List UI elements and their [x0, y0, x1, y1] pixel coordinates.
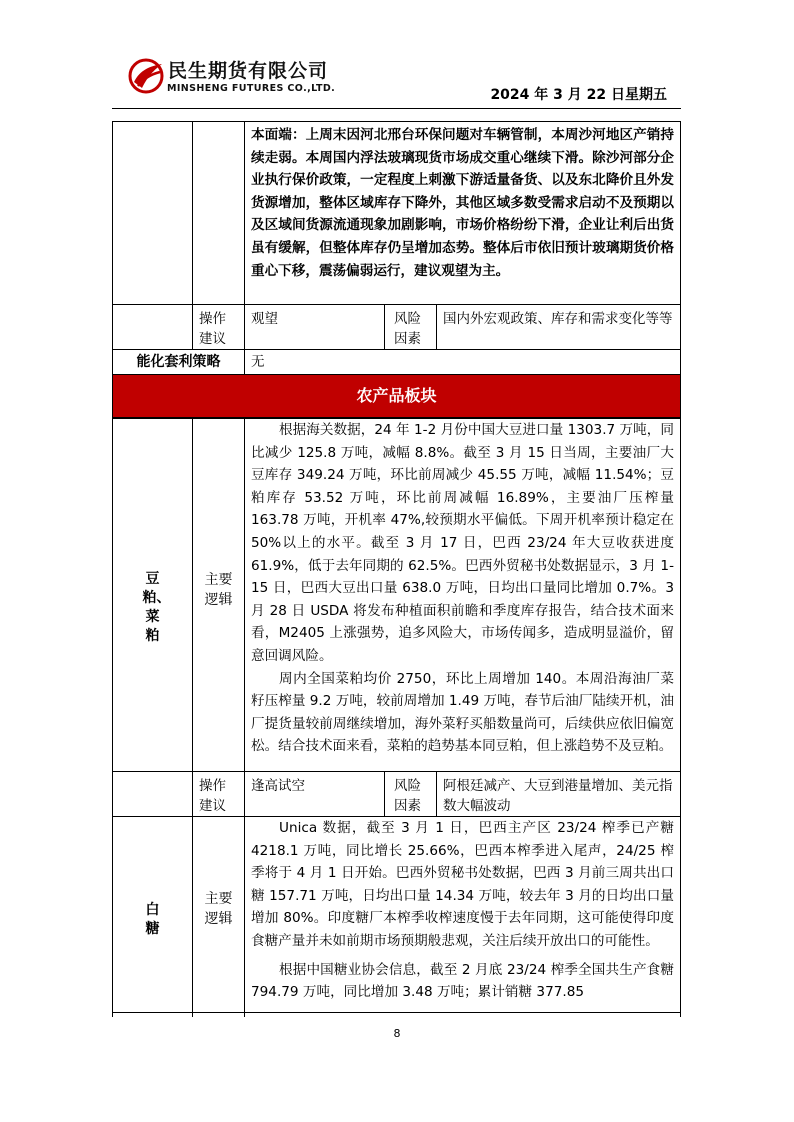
sugar-name-cell [112, 816, 192, 1017]
energy-arb-label-cell [112, 349, 244, 374]
glass-risk-label-cell [384, 304, 436, 349]
meal-risk-label: 风险因素 [394, 778, 421, 814]
company-logo [128, 56, 360, 100]
report-date: 2024 年 3 月 22 日星期五 [490, 87, 667, 103]
energy-arb-value: 无 [251, 354, 265, 370]
glass-operation-row [112, 304, 681, 349]
energy-arb-label: 能化套利策略 [136, 354, 221, 370]
glass-op-value: 观望 [251, 311, 278, 327]
meal-name-cell-2 [112, 771, 192, 816]
sugar-logic-para-1: Unica 数据，截至 3 月 1 日，巴西主产区 23/24 榨季已产糖 4218.1 万吨，同比增长 25.66%，巴西本榨季进入尾声，24/25 榨季将于 4 月 1 日开始。巴西外贸秘书处数据，巴西 3 月前三周共出口糖 157.71 万吨，日均出口量 14.34 万吨，较去年 3 月的日均出口量增加 80%。印度糖厂本榨季收榨速度慢于去年同期，这可能使得印度食糖产量并未如前期市场预期般悲观，关注后续开放出口的可能性。 [251, 820, 674, 949]
sugar-logic-label-cell [192, 816, 244, 1017]
sugar-logic-para-2: 根据中国糖业协会信息，截至 2 月底 23/24 榨季全国共生产食糖 794.79 万吨，同比增加 3.48 万吨；累计销糖 377.85 [251, 961, 674, 1001]
meal-op-value-cell [244, 771, 384, 816]
glass-fundamental-text: 本面端：上周末因河北邢台环保问题对车辆管制，本周沙河地区产销持续走弱。本周国内浮法玻璃现货市场成交重心继续下滑。除沙河部分企业执行保价政策，一定程度上刺激下游适量备货、以及东北降价且外发货源增加，整体区域库存下降外，其他区域多数受需求启动不及预期以及区域间货源流通现象加剧影响，市场价格纷纷下滑，企业让利后出货虽有缓解，但整体库存仍呈增加态势。整体后市依旧预计玻璃期货价格重心下移，震荡偏弱运行，建议观望为主。 [251, 127, 674, 279]
logo-english-text: MINSHENG FUTURES CO.,LTD. [167, 83, 336, 94]
logo-emblem-icon [128, 56, 166, 96]
glass-op-value-cell [244, 304, 384, 349]
meal-name: 豆粕、菜粕 [142, 571, 171, 644]
glass-name-cell [112, 121, 192, 304]
energy-arb-value-cell [244, 349, 681, 374]
glass-op-label-cell [192, 304, 244, 349]
glass-fundamental-cell [244, 121, 681, 304]
meal-risk-value-cell [436, 771, 681, 816]
strategy-table [112, 121, 681, 1017]
meal-op-value: 逢高试空 [251, 778, 305, 794]
meal-risk-label-cell [384, 771, 436, 816]
sugar-logic-label: 主要逻辑 [204, 891, 233, 927]
header-rule [112, 108, 681, 109]
sugar-logic-cell [244, 816, 681, 1017]
table-bottom-border [112, 1012, 681, 1013]
meal-op-label: 操作建议 [199, 778, 226, 814]
meal-name-cell [112, 418, 192, 771]
glass-risk-value-cell [436, 304, 681, 349]
logo-chinese-text: 民生期货有限公司 [168, 60, 329, 82]
meal-logic-para-1: 根据海关数据，24 年 1-2 月份中国大豆进口量 1303.7 万吨，同比减少 125.8 万吨，减幅 8.8%。截至 3 月 15 日当周，主要油厂大豆库存 349.24 万吨，环比前周减少 45.55 万吨，减幅 11.54%；豆粕库存 53.52 万吨，环比前周减幅 16.89%，主要油厂压榨量 163.78 万吨，开机率 47%,较预期水平偏低。下周开机率预计稳定在 50%以上的水平。截至 3 月 17 日，巴西 23/24 年大豆收获进度 61.9%，低于去年同期的 62.5%。巴西外贸秘书处数据显示，3 月 1-15 日，巴西大豆出口量 638.0 万吨，日均出口量同比增加 0.7%。3 月 28 日 USDA 将发布种植面积前瞻和季度库存报告，结合技术面来看，M2405 上涨强势，追多风险大，市场传闻多，造成明显溢价，留意回调风险。 [251, 422, 674, 664]
energy-arbitrage-row [112, 349, 681, 374]
glass-fundamental-row [112, 121, 681, 304]
glass-logic-cell [192, 121, 244, 304]
meal-operation-row [112, 771, 681, 816]
page-number: 8 [393, 1027, 401, 1040]
meal-logic-row [112, 418, 681, 771]
meal-logic-cell [244, 418, 681, 771]
glass-op-label: 操作建议 [199, 311, 226, 347]
sugar-name: 白糖 [145, 902, 160, 937]
agri-section-banner: 农产品板块 [112, 374, 681, 418]
glass-risk-value: 国内外宏观政策、库存和需求变化等等 [443, 311, 673, 327]
glass-name-cell-2 [112, 304, 192, 349]
meal-risk-value: 阿根廷减产、大豆到港量增加、美元指数大幅波动 [443, 778, 673, 814]
meal-logic-label-cell [192, 418, 244, 771]
glass-risk-label: 风险因素 [394, 311, 421, 347]
sugar-logic-row [112, 816, 681, 1017]
meal-logic-label: 主要逻辑 [204, 572, 233, 608]
meal-op-label-cell [192, 771, 244, 816]
meal-logic-para-2: 周内全国菜粕均价 2750，环比上周增加 140。本周沿海油厂菜籽压榨量 9.2 万吨，较前周增加 1.49 万吨，春节后油厂陆续开机，油厂提货量较前周继续增加，海外菜籽买船数量尚可，后续供应依旧偏宽松。结合技术面来看，菜粕的趋势基本同豆粕，但上涨趋势不及豆粕。 [251, 670, 674, 755]
